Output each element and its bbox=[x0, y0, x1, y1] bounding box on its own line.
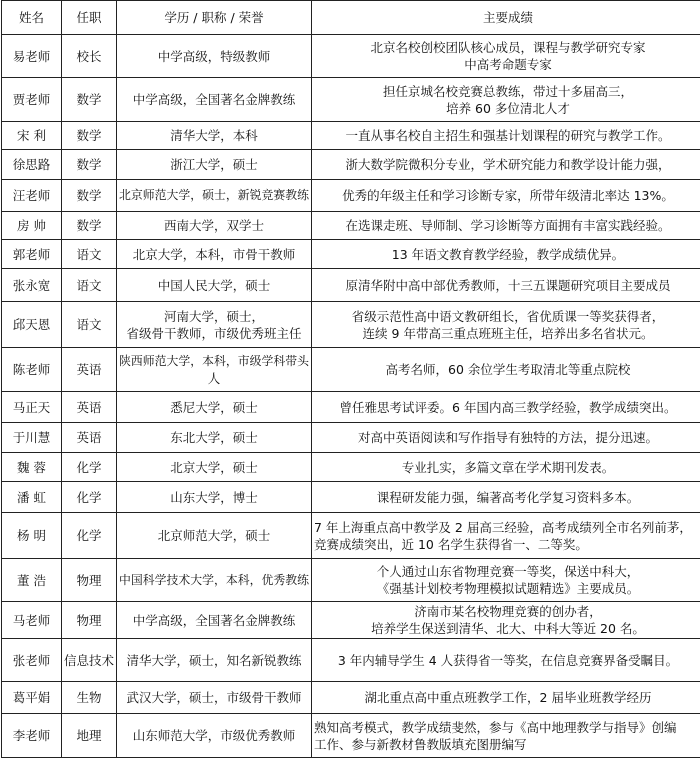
table-row bbox=[2, 513, 700, 559]
achievement-line: 担任京城名校竞赛总教练，带过十多届高三， bbox=[382, 83, 633, 99]
cell-name: 杨 明 bbox=[2, 513, 62, 559]
cell-achievements bbox=[312, 602, 700, 639]
cell-education bbox=[117, 35, 312, 78]
achievement-line: 省级示范性高中语文教研组长，省优质课一等奖获得者， bbox=[351, 308, 665, 324]
cell-education bbox=[117, 602, 312, 639]
achievement-line: 13 年语文教育教学经验，教学成绩优异。 bbox=[391, 246, 625, 262]
cell-role: 物理 bbox=[62, 559, 117, 602]
cell-role: 语文 bbox=[62, 269, 117, 302]
achievement-line: 课程研发能力强，编著高考化学复习资料多本。 bbox=[376, 489, 640, 505]
education-line: 浙江大学，硕士 bbox=[170, 157, 258, 172]
cell-education bbox=[117, 180, 312, 212]
cell-achievements bbox=[312, 122, 700, 150]
table-row bbox=[2, 559, 700, 602]
achievement-line: 济南市某名校物理竞赛的创办者， bbox=[414, 604, 602, 619]
cell-role: 化学 bbox=[62, 513, 117, 559]
education-line: 山东师范大学，市级优秀教师 bbox=[132, 728, 296, 743]
table-row bbox=[2, 180, 700, 212]
cell-achievements bbox=[312, 559, 700, 602]
cell-role: 英语 bbox=[62, 423, 117, 453]
table-row bbox=[2, 150, 700, 180]
achievement-line: 连续 9 年带高三重点班班主任，培养出多名省状元。 bbox=[362, 325, 654, 341]
achievement-line: 《强基计划校考物理模拟试题精选》主要成员。 bbox=[376, 581, 640, 596]
cell-name: 潘 虹 bbox=[2, 482, 62, 513]
cell-achievements bbox=[312, 240, 700, 269]
education-line: 省级骨干教师，市级优秀班主任 bbox=[126, 325, 302, 341]
cell-achievements bbox=[312, 180, 700, 212]
cell-name: 房 帅 bbox=[2, 212, 62, 240]
cell-education bbox=[117, 482, 312, 513]
achievement-line: 熟知高考模式，教学成绩斐然，参与《高中地理教学与指导》创编 bbox=[314, 719, 677, 735]
cell-education bbox=[117, 302, 312, 348]
cell-role: 物理 bbox=[62, 602, 117, 639]
achievement-line: 曾任雅思考试评委。6 年国内高三教学经验，教学成绩突出。 bbox=[339, 399, 677, 415]
cell-achievements bbox=[312, 302, 700, 348]
cell-education bbox=[117, 122, 312, 150]
cell-achievements bbox=[312, 513, 700, 559]
table-row bbox=[2, 122, 700, 150]
cell-achievements bbox=[312, 78, 700, 122]
achievement-line: 优秀的年级主任和学习诊断专家，所带年级清北率达 13%。 bbox=[342, 188, 674, 203]
table-row bbox=[2, 348, 700, 392]
cell-education bbox=[117, 212, 312, 240]
table-row bbox=[2, 682, 700, 714]
achievement-line: 北京名校创校团队核心成员，课程与教学研究专家 bbox=[370, 40, 646, 55]
achievement-line: 培养 60 多位清北人才 bbox=[446, 100, 570, 116]
header-row bbox=[2, 1, 700, 35]
table-row bbox=[2, 639, 700, 682]
cell-role: 信息技术 bbox=[62, 639, 117, 682]
cell-achievements bbox=[312, 392, 700, 423]
cell-role: 数学 bbox=[62, 212, 117, 240]
table-row bbox=[2, 302, 700, 348]
cell-name: 贾老师 bbox=[2, 78, 62, 122]
education-line: 西南大学，双学士 bbox=[163, 218, 264, 233]
cell-education bbox=[117, 714, 312, 758]
cell-name: 李老师 bbox=[2, 714, 62, 758]
cell-name: 邱天恩 bbox=[2, 302, 62, 348]
cell-role: 数学 bbox=[62, 78, 117, 122]
achievement-line: 个人通过山东省物理竞赛一等奖，保送中科大， bbox=[376, 564, 640, 579]
cell-education bbox=[117, 682, 312, 714]
achievement-line: 竞赛成绩突出，近 10 名学生获得省一、二等奖。 bbox=[314, 536, 588, 552]
cell-role: 校长 bbox=[62, 35, 117, 78]
cell-education bbox=[117, 559, 312, 602]
cell-achievements bbox=[312, 212, 700, 240]
table-row bbox=[2, 35, 700, 78]
cell-education bbox=[117, 269, 312, 302]
table-row bbox=[2, 453, 700, 482]
education-line: 东北大学，硕士 bbox=[170, 430, 258, 445]
cell-name: 董 浩 bbox=[2, 559, 62, 602]
cell-achievements bbox=[312, 35, 700, 78]
achievement-line: 原清华附中高中部优秀教师，十三五课题研究项目主要成员 bbox=[345, 277, 671, 293]
achievement-line: 中高考命题专家 bbox=[464, 57, 552, 72]
cell-role: 英语 bbox=[62, 348, 117, 392]
cell-role: 数学 bbox=[62, 122, 117, 150]
cell-role: 英语 bbox=[62, 392, 117, 423]
cell-achievements bbox=[312, 269, 700, 302]
cell-name: 郭老师 bbox=[2, 240, 62, 269]
education-line: 中国人民大学，硕士 bbox=[157, 277, 271, 293]
table-body bbox=[2, 35, 700, 758]
cell-name: 葛平娟 bbox=[2, 682, 62, 714]
cell-name: 魏 蓉 bbox=[2, 453, 62, 482]
education-line: 北京大学，硕士 bbox=[170, 459, 258, 475]
cell-achievements bbox=[312, 714, 700, 758]
achievement-line: 3 年内辅导学生 4 人获得省一等奖，在信息竞赛界备受瞩目。 bbox=[337, 652, 679, 668]
table-row bbox=[2, 602, 700, 639]
cell-achievements bbox=[312, 453, 700, 482]
cell-role: 化学 bbox=[62, 482, 117, 513]
cell-role: 生物 bbox=[62, 682, 117, 714]
cell-education bbox=[117, 348, 312, 392]
achievement-line: 7 年上海重点高中教学及 2 届高三经验，高考成绩列全市名列前茅， bbox=[314, 519, 692, 535]
education-line: 北京师范大学，硕士 bbox=[157, 528, 271, 543]
achievement-line: 高考名师，60 余位学生考取清北等重点院校 bbox=[385, 362, 631, 377]
education-line: 武汉大学，硕士，市级骨干教师 bbox=[126, 690, 302, 705]
cell-education bbox=[117, 150, 312, 180]
cell-role: 语文 bbox=[62, 240, 117, 269]
achievement-line: 湖北重点高中重点班教学工作，2 届毕业班教学经历 bbox=[364, 690, 652, 705]
cell-name: 易老师 bbox=[2, 35, 62, 78]
cell-role: 数学 bbox=[62, 150, 117, 180]
cell-name: 马正天 bbox=[2, 392, 62, 423]
cell-education bbox=[117, 453, 312, 482]
header-name: 姓名 bbox=[2, 1, 62, 35]
education-line: 清华大学，本科 bbox=[170, 128, 258, 143]
achievement-line: 一直从事名校自主招生和强基计划课程的研究与教学工作。 bbox=[345, 128, 671, 143]
cell-achievements bbox=[312, 682, 700, 714]
table-row bbox=[2, 482, 700, 513]
cell-education bbox=[117, 392, 312, 423]
cell-name: 于川慧 bbox=[2, 423, 62, 453]
table-row bbox=[2, 212, 700, 240]
achievement-line: 对高中英语阅读和写作指导有独特的方法，提分迅速。 bbox=[357, 430, 658, 445]
teacher-table bbox=[1, 0, 700, 758]
achievement-line: 在选课走班、导师制、学习诊断等方面拥有丰富实践经验。 bbox=[345, 218, 671, 233]
cell-name: 张永宽 bbox=[2, 269, 62, 302]
cell-name: 马老师 bbox=[2, 602, 62, 639]
cell-role: 语文 bbox=[62, 302, 117, 348]
education-line: 悉尼大学，硕士 bbox=[170, 399, 258, 415]
education-line: 中学高级，全国著名金牌教练 bbox=[132, 612, 296, 628]
table-row bbox=[2, 714, 700, 758]
table-row bbox=[2, 269, 700, 302]
cell-name: 陈老师 bbox=[2, 348, 62, 392]
cell-education bbox=[117, 78, 312, 122]
achievement-line: 工作、参与新教材鲁教版填充图册编写 bbox=[314, 736, 527, 752]
education-line: 中学高级，全国著名金牌教练 bbox=[132, 92, 296, 107]
table-row bbox=[2, 392, 700, 423]
cell-name: 张老师 bbox=[2, 639, 62, 682]
cell-education bbox=[117, 240, 312, 269]
table-row bbox=[2, 78, 700, 122]
cell-education bbox=[117, 513, 312, 559]
achievement-line: 培养学生保送到清华、北大、中科大等近 20 名。 bbox=[371, 621, 645, 636]
achievement-line: 专业扎实，多篇文章在学术期刊发表。 bbox=[401, 459, 615, 475]
education-line: 清华大学，硕士，知名新锐教练 bbox=[126, 652, 302, 668]
education-line: 北京师范大学，硕士，新锐竞赛教练 bbox=[119, 188, 309, 202]
cell-achievements bbox=[312, 639, 700, 682]
cell-name: 宋 利 bbox=[2, 122, 62, 150]
header-education: 学历 / 职称 / 荣誉 bbox=[117, 1, 312, 35]
cell-role: 地理 bbox=[62, 714, 117, 758]
table-row bbox=[2, 423, 700, 453]
header-achievements: 主要成绩 bbox=[312, 1, 700, 35]
header-role: 任职 bbox=[62, 1, 117, 35]
cell-role: 化学 bbox=[62, 453, 117, 482]
cell-education bbox=[117, 639, 312, 682]
education-line: 人 bbox=[207, 370, 221, 386]
cell-achievements bbox=[312, 423, 700, 453]
education-line: 河南大学，硕士， bbox=[163, 308, 264, 324]
education-line: 中国科学技术大学，本科，优秀教练 bbox=[119, 572, 309, 587]
education-line: 北京大学，本科，市骨干教师 bbox=[132, 246, 296, 262]
achievement-line: 浙大数学院微积分专业，学术研究能力和教学设计能力强， bbox=[345, 157, 671, 172]
education-line: 山东大学，博士 bbox=[170, 489, 258, 505]
cell-achievements bbox=[312, 482, 700, 513]
cell-name: 汪老师 bbox=[2, 180, 62, 212]
cell-role: 数学 bbox=[62, 180, 117, 212]
cell-achievements bbox=[312, 348, 700, 392]
education-line: 中学高级，特级教师 bbox=[157, 48, 271, 64]
education-line: 陕西师范大学，本科，市级学科带头 bbox=[119, 353, 309, 368]
table-row bbox=[2, 240, 700, 269]
cell-education bbox=[117, 423, 312, 453]
cell-achievements bbox=[312, 150, 700, 180]
cell-name: 徐思路 bbox=[2, 150, 62, 180]
